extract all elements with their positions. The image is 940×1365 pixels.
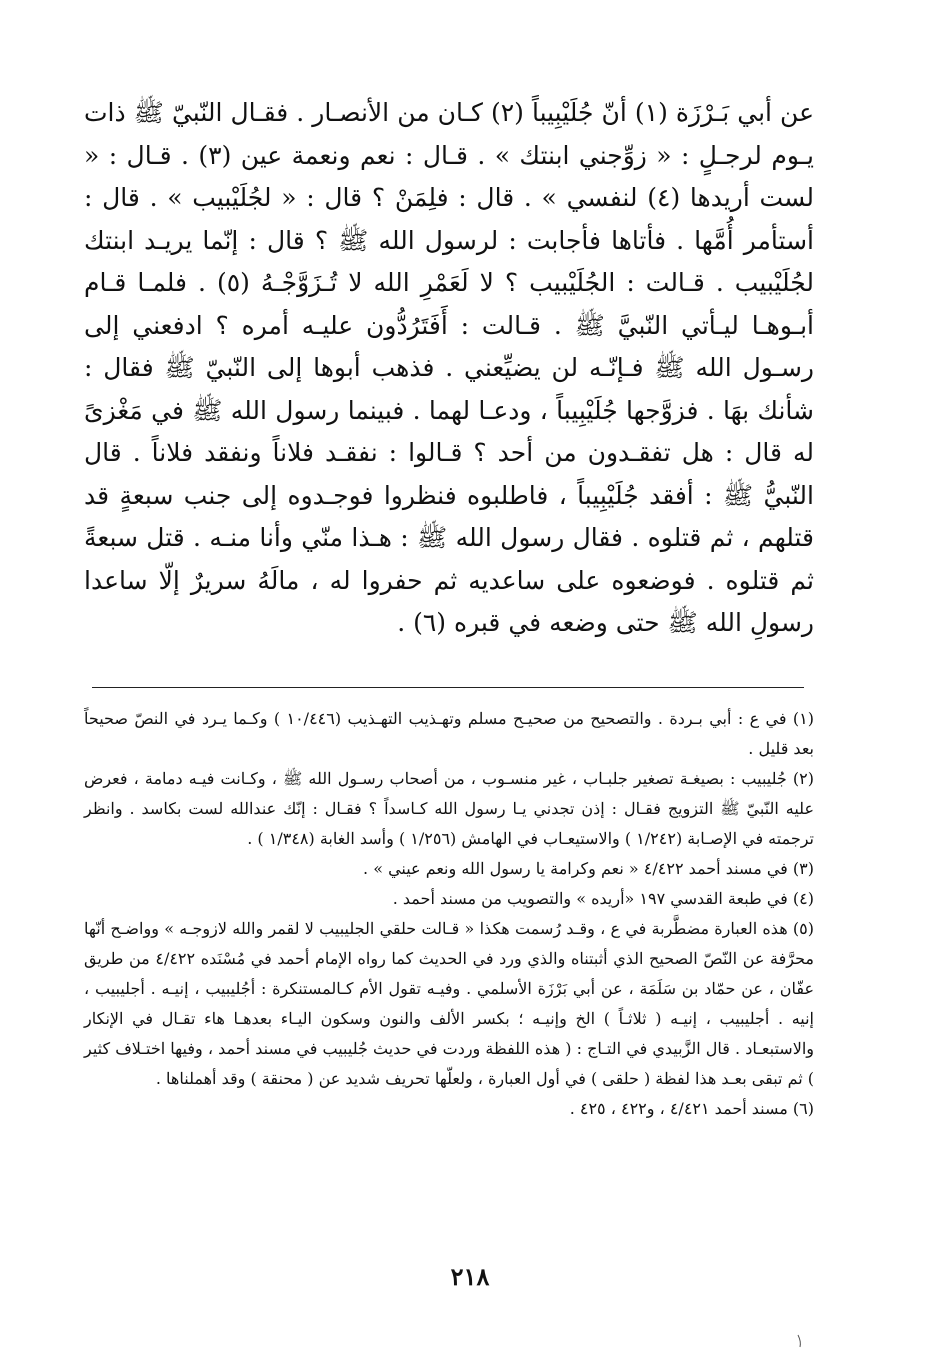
- footnote-1: (١) في ع : أبي بـردة . والتصحيح من صحيـح مسلم وتهـذيب التهـذيب (١٠/٤٤٦ ) وكـما يـرد في النصّ صحيحاً بعد قليل .: [84, 709, 814, 758]
- footnote-3: (٣) في مسند أحمد ٤/٤٢٢ « نعم وكرامة يا رسول الله ونعم عيني » .: [363, 859, 814, 878]
- main-paragraph: عن أبي بَـرْزَة (١) أنّ جُلَيْبِيباً (٢) كـان من الأنصـار . فقـال النّبيّ ﷺ ذات يـوم لرجـلٍ : « زوِّجني ابنتك » . قـال : نعم ونعمة عين (٣) . قـال : « لست أريدها (٤) لنفسي » . قال : فلِمَنْ ؟ قال : « لجُلَيْبيب » . قال : أستأمر أُمَّها . فأتاها فأجابت : لرسول الله ﷺ ؟ قال : إنّما يريـد ابنتك لجُلَيْبيب . قـالت : الجُلَيْبيب ؟ لا لَعَمْرِ الله لا تُـزَوَّجْـهُ (٥) . فلمـا قـام أبـوهـا ليـأتي النّبيَّ ﷺ . قـالت : أَفَتَرُدُّون عليـه أمره ؟ ادفعني إلى رسـول الله ﷺ فـإنّـه لن يضيِّعني . فذهب أبوها إلى النّبيّ ﷺ فقال : شأنك بهَا . فزوَّجها جُلَيْبِيباً ، ودعـا لهما . فبينما رسول الله ﷺ في مَغْزىً له قال : هل تفقـدون من أحد ؟ قـالوا : نفقـد فلاناً ونفقد فلاناً . قال النّبيُّ ﷺ : أفقد جُلَيْبِيباً ، فاطلبوه فنظروا فوجـدوه إلى جنب سبعةٍ قد قتلهم ، ثم قتلوه . فقال رسول الله ﷺ : هـذا منّي وأنا منـه . قتل سبعةً ثم قتلوه . فوضعوه على ساعديه ثم حفروا له ، مالَهُ سريرٌ إلّا ساعدا رسولِ الله ﷺ حتى وضعه في قبره (٦) .: [84, 98, 815, 637]
- footnote-separator: [92, 687, 804, 688]
- footnotes-block: [84, 704, 814, 1124]
- main-text-block: [84, 92, 814, 645]
- footnote-2: (٢) جُليبيب : بصيغـة تصغير جلبـاب ، غير منسـوب ، من أصحاب رسـول الله ﷺ ، وكـانت فيـه دمامة ، فعرض عليه النّبيّ ﷺ التزويج فقـال : إذن تجدني يـا رسول الله كـاسداً ؟ فقـال : إنّك عندالله لست بكاسد . وانظر ترجمته في الإصـابة (١/٢٤٢ ) والاستيعـاب في الهامش (١/٢٥٦ ) وأسد الغابة (١/٣٤٨ ) .: [84, 769, 814, 848]
- footnote-4: (٤) في طبعة القدسي ١٩٧ «أريده » والتصويب من مسند أحمد .: [392, 889, 814, 908]
- footnote-5: (٥) هذه العبارة مضطَّربة في ع ، وقـد رُسمت هكذا « قـالت حلقي الجليبيب لا لقمر والله لازوجـه » وواضـح أنّها محرَّفة عن النّصّ الصحيح الذي أثبتناه والذي ورد في الحديث كما رواه الإمام أحمد في مُسْنَده ٤/٤٢٢ من طريق عفّان ، عن حمّاد بن سَلَمَة ، عن أبي بَرْزَة الأسلمي . وفيـه تقول الأم كـالمستنكرة : أجُليبيب ، إنيـه . أجليبيب ، إنيه . أجليبيب ، إنيـه ( ثلاثـاً ) الخ وإنيـه ؛ بكسر الألف والنون وسكون اليـاء بعدهـا هاء تقـال في الإنكار والاستبعـاد . قال الزَّبيدي في التـاج : ( هذه اللفظة وردت في حديث جُليبيب في مسند أحمد ، وفيها اختـلاف كثير ) ثم تبقى بعـد هذا لفظة ( حلقى ) في أول العبارة ، ولعلّها تحريف شديد عن ( محنقة ) وقد أهملناها .: [84, 919, 815, 1088]
- footnote-6: (٦) مسند أحمد ٤/٤٢١ ، و٤٢٢ ، ٤٢٥ .: [569, 1099, 814, 1118]
- scan-mark-icon: [794, 1334, 806, 1348]
- page-number: ٢١٨: [450, 1262, 490, 1291]
